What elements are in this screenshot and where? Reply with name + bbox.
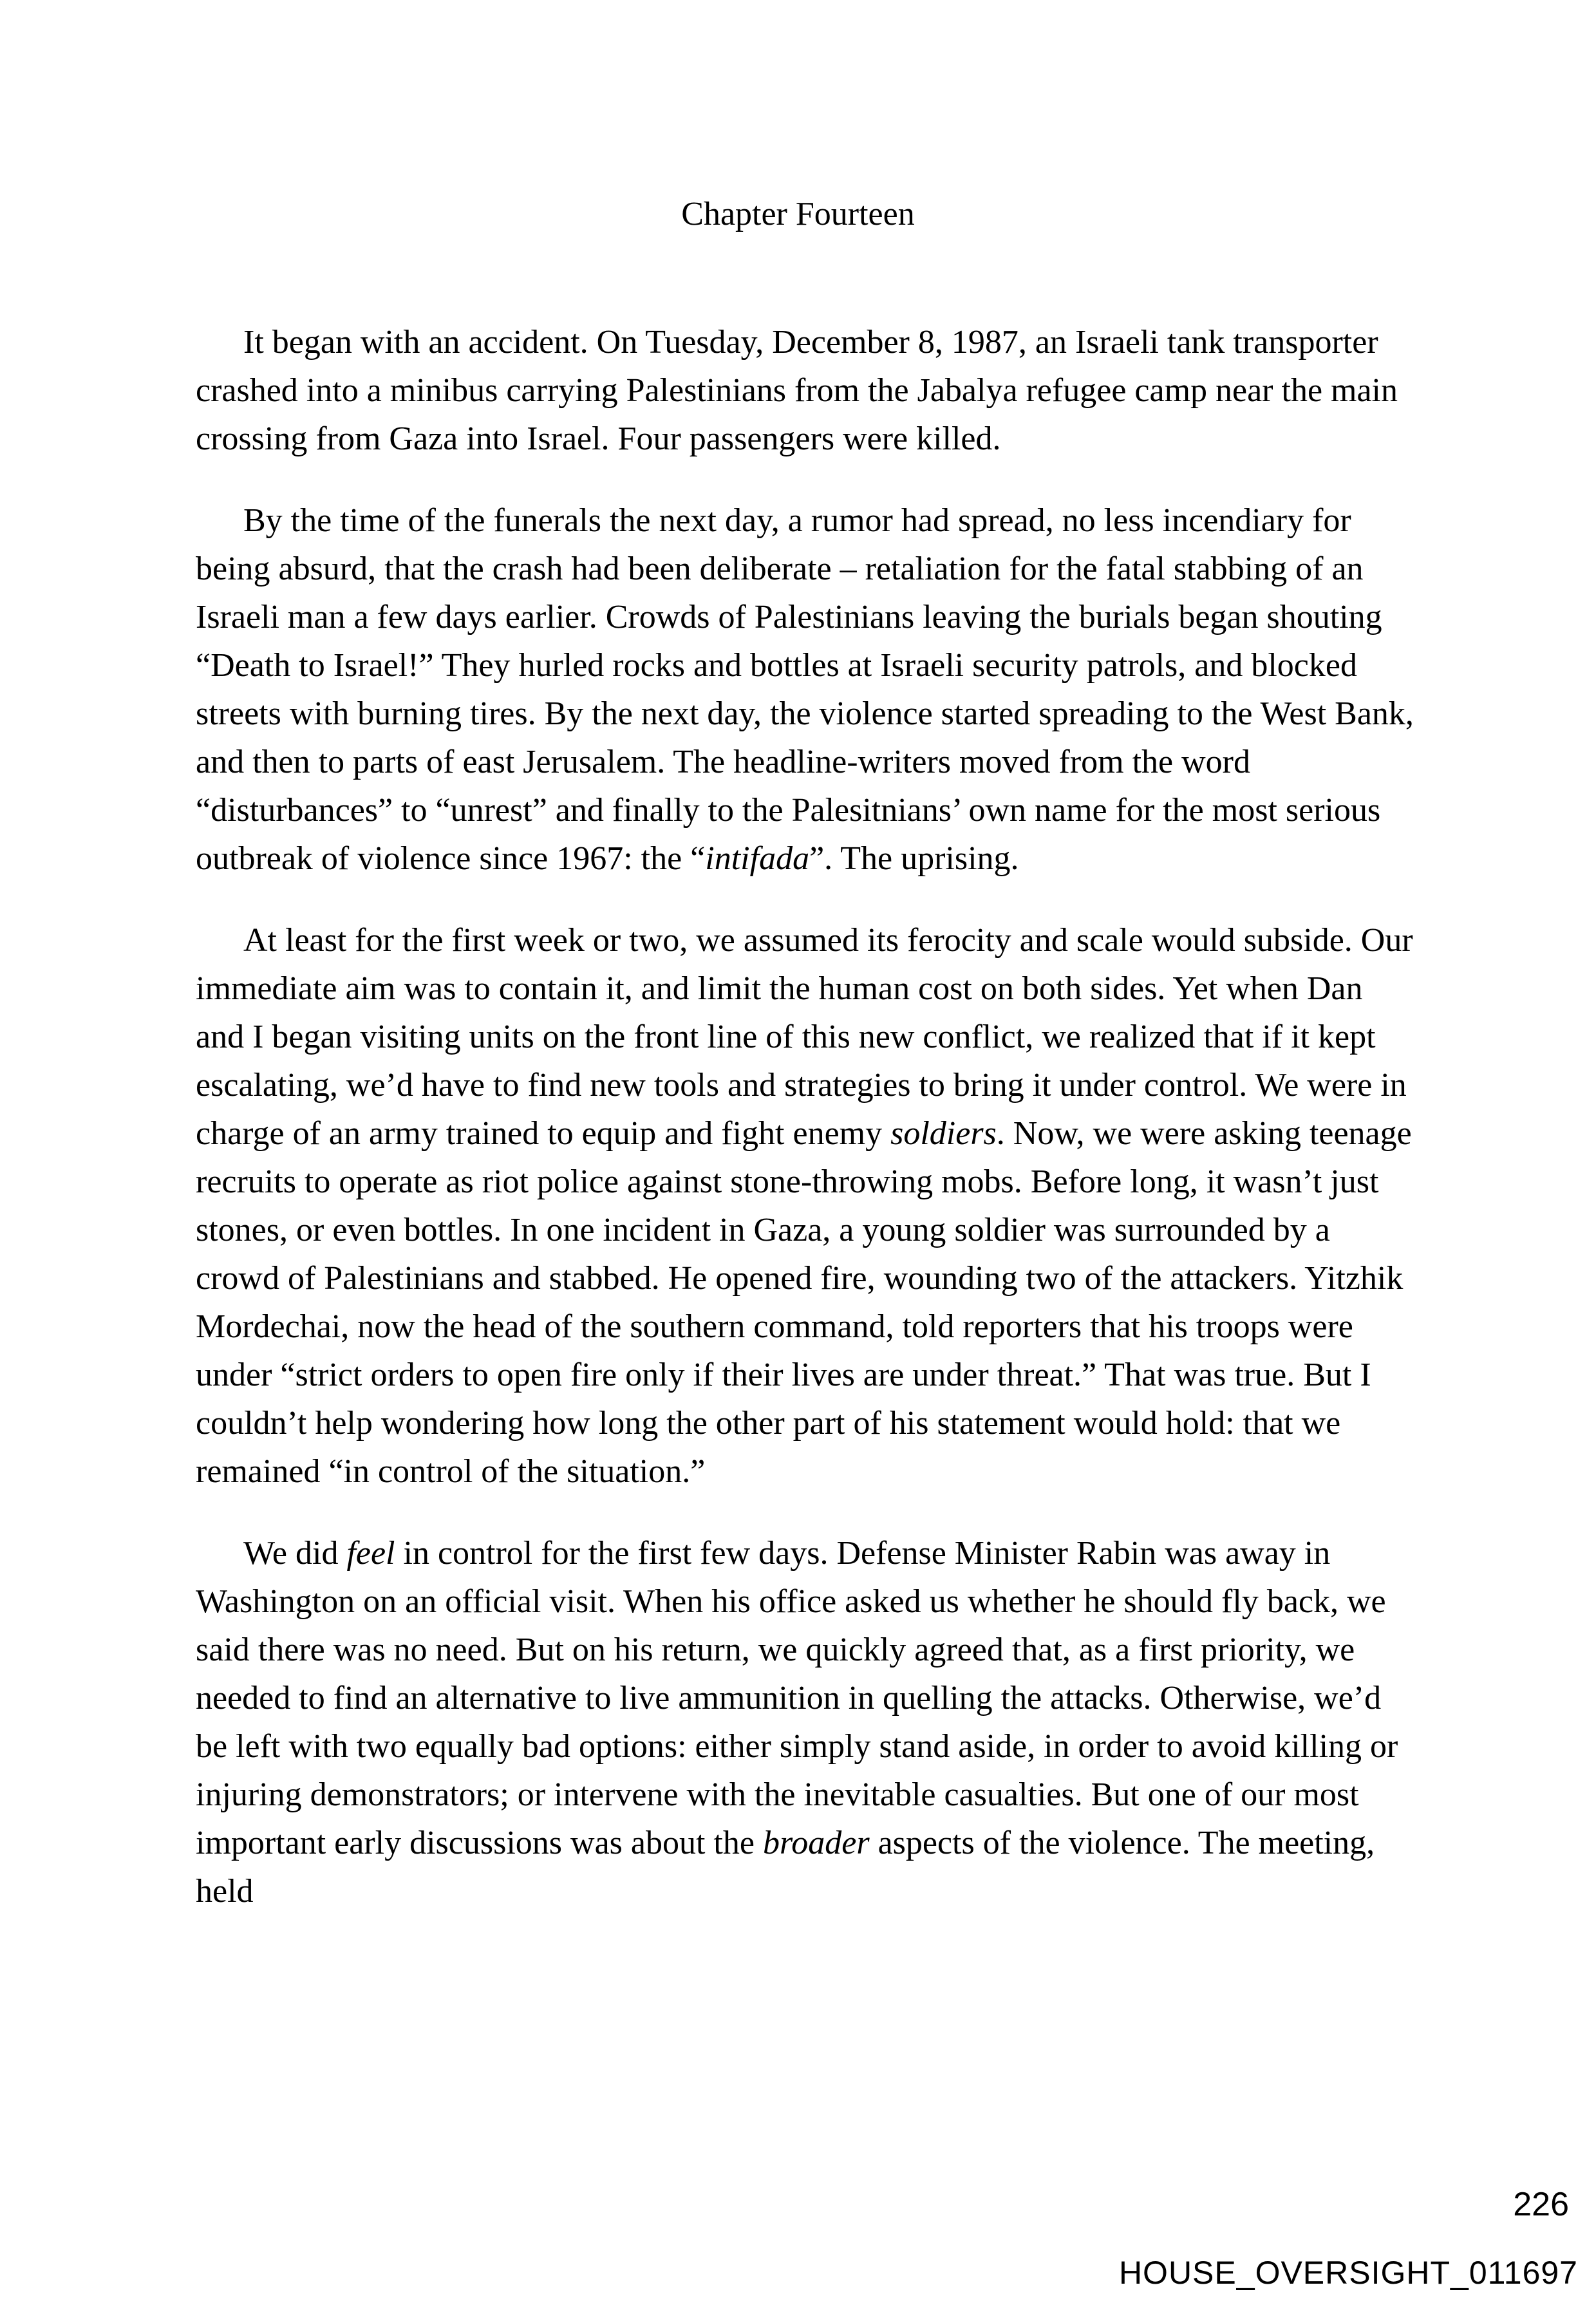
italic-text-run: feel bbox=[346, 1535, 395, 1572]
paragraph bbox=[196, 1529, 1419, 1915]
paragraph bbox=[196, 496, 1419, 883]
body-text bbox=[196, 318, 1419, 1949]
text-run: in control for the first few days. Defense Minister Rabin was away in Washington on an official visit. When his office asked us whether he should fly back, we said there was no need. But on his return, we quickly agreed that, as a first priority, we needed to find an alternative to live ammunition in quelling the attacks. Otherwise, we’d be left with two equally bad options: either simply stand aside, in order to avoid killing or injuring demonstrators; or intervene with the inevitable casualties. But one of our most important early discussions was about the bbox=[196, 1535, 1398, 1861]
chapter-title: Chapter Fourteen bbox=[681, 196, 915, 232]
bates-stamp: HOUSE_OVERSIGHT_011697 bbox=[1118, 2255, 1578, 2291]
text-run: ”. The uprising. bbox=[809, 840, 1019, 877]
page-number: 226 bbox=[1513, 2186, 1569, 2223]
paragraph bbox=[196, 916, 1419, 1496]
text-run: At least for the first week or two, we assumed its ferocity and scale would subside. Our immediate aim was to contain it, and limit the human cost on both sides. Yet when Dan and I began visiting units on the front line of this new conflict, we realized that if it kept escalating, we’d have to find new tools and strategies to bring it under control. We were in charge of an army trained to equip and fight enemy bbox=[196, 922, 1413, 1152]
italic-text-run: broader bbox=[762, 1825, 870, 1861]
text-run: . Now, we were asking teenage recruits to operate as riot police against stone-throwing mobs. Before long, it wasn’t just stones, or even bottles. In one incident in Gaza, a young soldier was surrounded by a crowd of Palestinians and stabbed. He opened fire, wounding two of the attackers. Yitzhik Mordechai, now the head of the southern command, told reporters that his troops were under “strict orders to open fire only if their lives are under threat.” That was true. But I couldn’t help wondering how long the other part of his statement would hold: that we remained “in control of the situation.” bbox=[196, 1115, 1412, 1490]
text-run: It began with an accident. On Tuesday, December 8, 1987, an Israeli tank transporter crashed into a minibus carrying Palestinians from the Jabalya refugee camp near the main crossing from Gaza into Israel. Four passengers were killed. bbox=[196, 324, 1398, 457]
italic-text-run: soldiers bbox=[890, 1115, 997, 1152]
italic-text-run: intifada bbox=[705, 840, 810, 877]
text-run: By the time of the funerals the next day, a rumor had spread, no less incendiary for being absurd, that the crash had been deliberate – retaliation for the fatal stabbing of an Israeli man a few days earlier. Crowds of Palestinians leaving the burials began shouting “Death to Israel!” They hurled rocks and bottles at Israeli security patrols, and blocked streets with burning tires. By the next day, the violence started spreading to the West Bank, and then to parts of east Jerusalem. The headline-writers moved from the word “disturbances” to “unrest” and finally to the Palesitnians’ own name for the most serious outbreak of violence since 1967: the “ bbox=[196, 502, 1414, 877]
text-run: aspects of the violence. The meeting, held bbox=[196, 1825, 1375, 1910]
paragraph bbox=[196, 318, 1419, 463]
text-run: We did bbox=[243, 1535, 347, 1572]
